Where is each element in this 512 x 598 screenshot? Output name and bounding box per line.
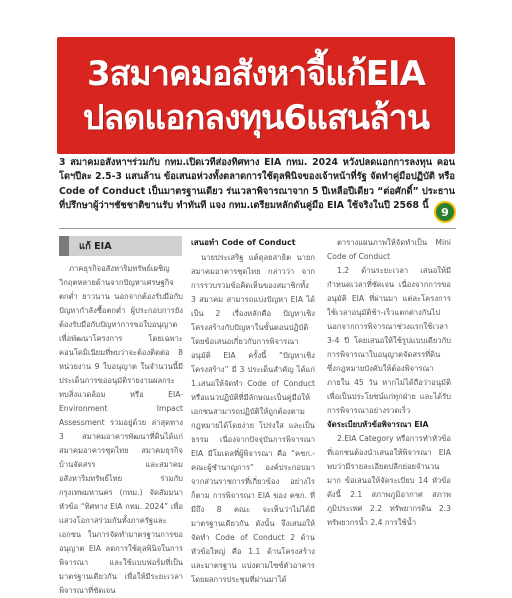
headline-banner — [57, 37, 455, 154]
article-column-1 — [59, 262, 183, 595]
divider — [59, 228, 456, 229]
column-3-subheading: จัดระเบียบหัวข้อพิจารณา EIA — [327, 420, 429, 429]
column-1-text: ภาคธุรกิจอสังหาริมทรัพย์เผชิญวิกฤตหลายด้านจากปัญหาเศรษฐกิจตกต่ำ ยาวนาน นอกจากต้องรับมือกับปัญหากำลังซื้อตกต่ำ ผู้ประกอบการยังต้องรับมือกับปัญหาการขอใบอนุญาตเพื่อพัฒนาโครงการ โดยเฉพาะคอนโดมิเนียมที่พบว่าจะต้องติดต่อ 8 หน่วยงาน 9 ใบอนุญาต ในจำนวนนี้มีประเด็นการขออนุมัติรายงานผลกระทบสิ่งแวดล้อม หรือ EIA-Environment Impact Assessment รวมอยู่ด้วย ล่าสุดทาง 3 สมาคมอาคารพัฒนาที่ดินได้แก่ สมาคมอาคารชุดไทย สมาคมธุรกิจบ้านจัดสรร และสมาคมอสังหาริมทรัพย์ไทย ร่วมกับกรุงเทพมหานคร (กทม.) จัดสัมมนาหัวข้อ “ทิศทาง EIA กทม. 2024” เพื่อแสวงโอกาสร่วมกันทั้งภาครัฐและเอกชน ในการจัดทำมาตรฐานการขออนุญาต EIA ลดการใช้ดุลพินิจในการพิจารณา และใช้แบบฟอร์มที่เป็นมาตรฐานเดียวกัน เพื่อให้มีระยะเวลาพิจารณาที่ชัดเจน — [59, 264, 183, 595]
column-3-intro: ตารางแผนภาพให้จัดทำเป็น Mini Code of Conduct — [327, 238, 451, 261]
article-column-2 — [191, 236, 315, 584]
column-2-text: นายประเสริฐ แต้ดุลยสาธิต นายกสมาคมอาคารชุดไทย กล่าวว่า จากการรวบรวมข้อคิดเห็นของสมาชิกทั้ง 3 สมาคม สามารถแบ่งปัญหา EIA ได้เป็น 2 เรื่องหลักคือ ปัญหาเชิงโครงสร้างกับปัญหาในขั้นตอนปฏิบัติ โดยข้อเสนอเกี่ยวกับการพิจารณาอนุมัติ EIA ครั้งนี้ “ปัญหาเชิงโครงสร้าง” มี 3 ประเด็นสำคัญ ได้แก่ 1.เสนอให้จัดทำ Code of Conduct หรือแนวปฏิบัติที่มีลักษณะเป็นคู่มือให้เอกชนสามารถปฏิบัติให้ถูกต้องตามกฎหมายได้โดยง่าย โปร่งใส และเป็นธรรม เนื่องจากปัจจุบันการพิจารณา EIA มีโมเดลที่ผู้พิจารณา คือ “คชก.-คณะผู้ชำนาญการ” องค์ประกอบมาจากส่วนราชการที่เกี่ยวข้อง อย่างไรก็ตาม การพิจารณา EIA ของ คชก. ที่มีถึง 8 คณะ จะเห็นว่าไม่ได้มีมาตรฐานเดียวกัน ดังนั้น จึงเสนอให้จัดทำ Code of Conduct 2 ด้านหัวข้อใหญ่ คือ 1.1 ด้านโครงสร้างและมาตรฐาน แบ่งตามไซซ์ตัวอาคาร โดยผลการประชุมที่ผ่านมาได้ — [191, 253, 315, 584]
column-3-paragraph-2: 2.EIA Category หรือการทำหัวข้อที่เอกชนต้องนำเสนอให้พิจารณา EIA พบว่ามีรายละเอียดปลีกย่อยจำนวนมาก ข้อเสนอให้จัดระเบียบ 14 หัวข้อ ดังนี้ 2.1 สภาพภูมิอากาศ สภาพภูมิประเทศ 2.2 ทรัพยากรดิน 2.3 ทรัพยากรน้ำ 2.4 การใช้น้ำ — [327, 434, 451, 527]
article-column-3 — [327, 236, 451, 527]
headline-line-2: ปลดแอกลงทุน6แสนล้าน — [82, 97, 430, 138]
lead-paragraph: 3 สมาคมอสังหาฯร่วมกับ กทม.เปิดเวทีส่องทิศทาง EIA กทม. 2024 หวังปลดแอกการลงทุน คอนโดฯปีละ 2.5-3 แสนล้าน ข้อเสนอห่วงทั้งตลาดการใช้ดุลพินิจของเจ้าหน้าที่รัฐ จัดทำคู่มือปฏิบัติ หรือ Code of Conduct เป็นมาตรฐานเดียว ร่นเวลาพิจารณาจาก 5 ปีเหลือปีเดียว “ต่อศักดิ์” ประธานที่ปรึกษาผู้ว่าฯชัชชาติขานรับ ทำทันที แจง กทม.เตรียมหลักดันคู่มือ EIA ใช้จริงในปี 2568 นี้ — [59, 157, 455, 212]
page-number-badge: 9 — [434, 201, 456, 223]
headline-line-1: 3สมาคมอสังหาจี้แก้EIA — [87, 53, 425, 94]
column-3-paragraph-1: 1.2 ด้านระยะเวลา เสนอให้มีกำหนดเวลาที่ชัดเจน เนื่องจากการขออนุมัติ EIA ที่ผ่านมา แต่ละโครงการใช้เวลาอนุมัติช้า-เร็วแตกต่างกันไปนอกจากการพิจารณาช่วงแรกใช้เวลา 3-4 ปี โดยเสนอให้ใช้รูปแบบเดียวกับการพิจารณาใบอนุญาตจัดสรรที่ดิน ซึ่งกฎหมายบังคับให้ต้องพิจารณาภายใน 45 วัน หากไม่ได้ถือว่าอนุมัติ เพื่อเป็นประโยชน์แก่ทุกฝ่าย และได้รับการพิจารณาอย่างรวดเร็ว — [327, 266, 451, 415]
section-label: แก้ EIA — [79, 240, 112, 252]
section-marker — [59, 236, 69, 256]
section-header — [59, 236, 182, 256]
column-2-heading: เสนอทำ Code of Conduct — [191, 238, 296, 247]
